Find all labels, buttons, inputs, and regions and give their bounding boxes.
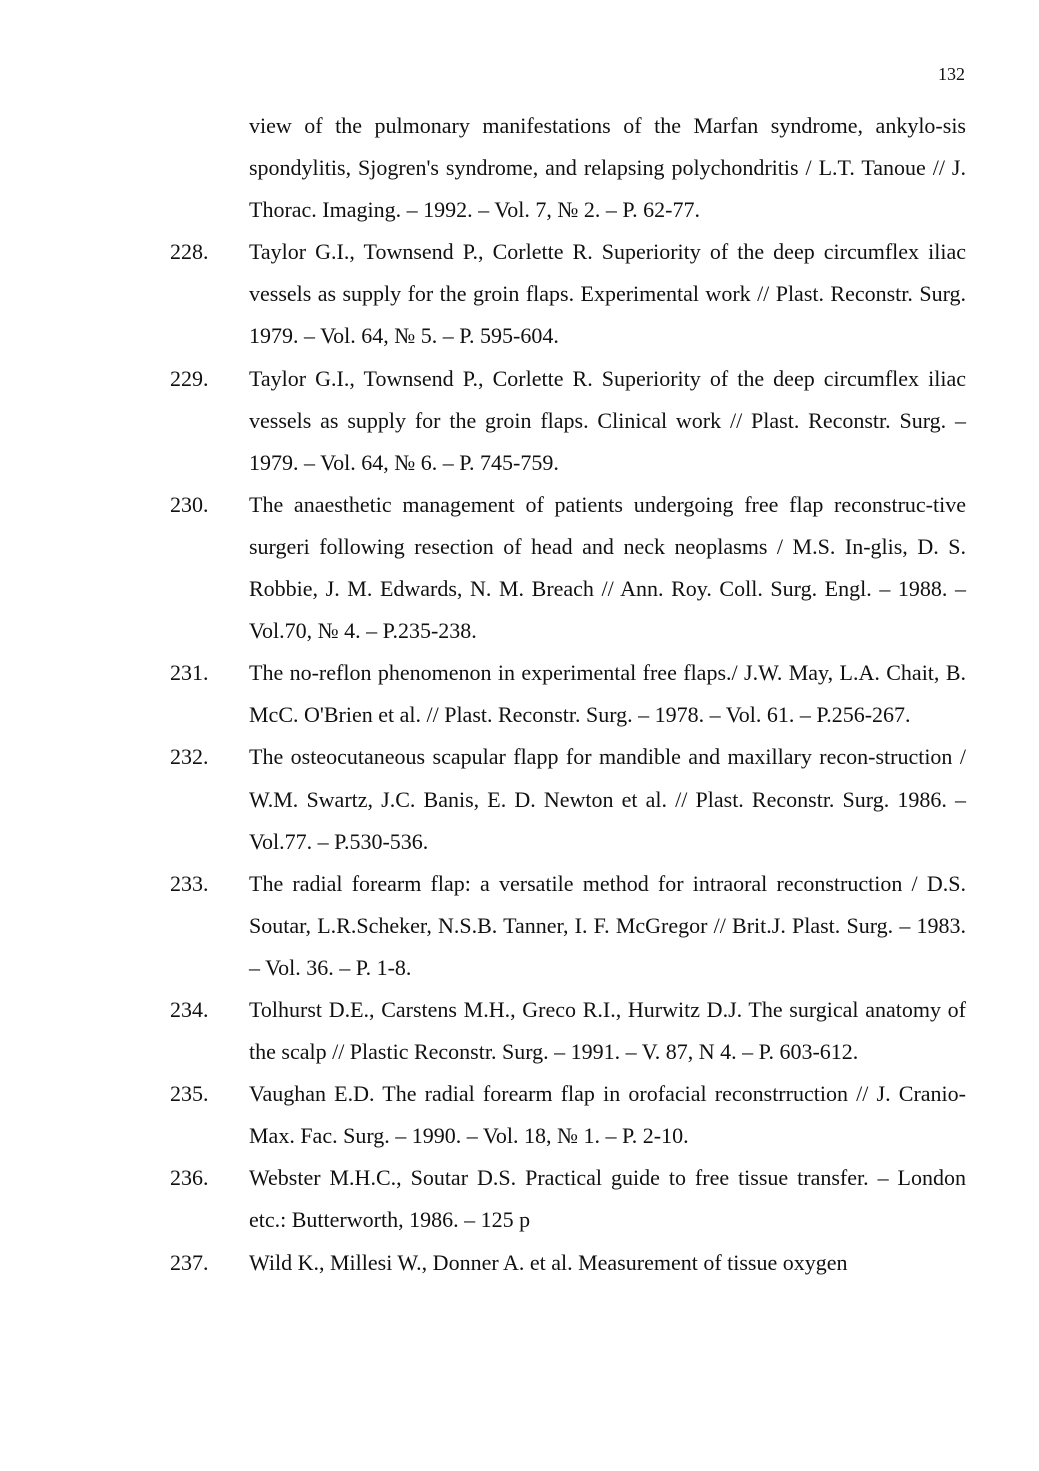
reference-number: 234. — [170, 996, 209, 1022]
reference-item — [170, 989, 966, 1073]
reference-list — [170, 105, 966, 1284]
reference-text: view of the pulmonary manifestations of the Marfan syndrome, ankylo-sis spondylitis, Sjogren's syndrome, and relapsing polychondritis / L.T. Tanoue // J. Thorac. Imaging. – 1992. – Vol. 7, № 2. – P. 62-77. — [249, 113, 966, 223]
reference-number: 235. — [170, 1081, 209, 1107]
reference-text: Webster M.H.C., Soutar D.S. Practical guide to free tissue transfer. – London etc.: Butterworth, 1986. – 125 p — [249, 1165, 966, 1233]
reference-item — [170, 105, 966, 231]
reference-item — [170, 736, 966, 862]
reference-number: 232. — [170, 744, 209, 770]
reference-text: The osteocutaneous scapular flapp for mandible and maxillary recon-struction / W.M. Swartz, J.C. Banis, E. D. Newton et al. // Plast. Reconstr. Surg. 1986. – Vol.77. – P.530-536. — [249, 744, 966, 854]
reference-item — [170, 652, 966, 736]
reference-text: The radial forearm flap: a versatile method for intraoral reconstruction / D.S. Soutar, L.R.Scheker, N.S.B. Tanner, I. F. McGregor // Brit.J. Plast. Surg. – 1983. – Vol. 36. – P. 1-8. — [249, 870, 966, 980]
reference-item — [170, 1242, 966, 1284]
reference-number: 236. — [170, 1165, 209, 1191]
reference-item — [170, 1157, 966, 1241]
reference-text: Taylor G.I., Townsend P., Corlette R. Superiority of the deep circumflex iliac vessels as supply for the groin flaps. Experimental work // Plast. Reconstr. Surg. 1979. – Vol. 64, № 5. – P. 595-604. — [249, 239, 966, 349]
page-number: 132 — [938, 64, 965, 84]
reference-text: Wild K., Millesi W., Donner A. et al. Measurement of tissue oxygen — [249, 1249, 848, 1275]
reference-text: The anaesthetic management of patients undergoing free flap reconstruc-tive surgeri following resection of head and neck neoplasms / M.S. In-glis, D. S. Robbie, J. M. Edwards, N. M. Breach // Ann. Roy. Coll. Surg. Engl. – 1988. – Vol.70, № 4. – P.235-238. — [249, 491, 966, 644]
reference-text: Tolhurst D.E., Carstens M.H., Greco R.I., Hurwitz D.J. The surgical anatomy of the scalp // Plastic Reconstr. Surg. – 1991. – V. 87, N 4. – P. 603-612. — [249, 996, 966, 1065]
reference-number: 237. — [170, 1249, 209, 1275]
reference-number: 229. — [170, 365, 209, 391]
reference-number: 231. — [170, 660, 209, 686]
reference-item — [170, 358, 966, 484]
reference-text: Taylor G.I., Townsend P., Corlette R. Superiority of the deep circumflex iliac vessels as supply for the groin flaps. Clinical work // Plast. Reconstr. Surg. – 1979. – Vol. 64, № 6. – P. 745-759. — [249, 365, 966, 475]
reference-number: 228. — [170, 239, 209, 265]
reference-item — [170, 484, 966, 652]
reference-item — [170, 231, 966, 357]
reference-item — [170, 1073, 966, 1157]
reference-text: Vaughan E.D. The radial forearm flap in orofacial reconstrruction // J. Cranio-Max. Fac. Surg. – 1990. – Vol. 18, № 1. – P. 2-10. — [249, 1081, 966, 1149]
reference-item — [170, 863, 966, 989]
reference-text: The no-reflon phenomenon in experimental free flaps./ J.W. May, L.A. Chait, B. McC. O'Brien et al. // Plast. Reconstr. Surg. – 1978. – Vol. 61. – P.256-267. — [249, 660, 966, 728]
reference-number: 233. — [170, 870, 209, 896]
reference-number: 230. — [170, 491, 209, 517]
